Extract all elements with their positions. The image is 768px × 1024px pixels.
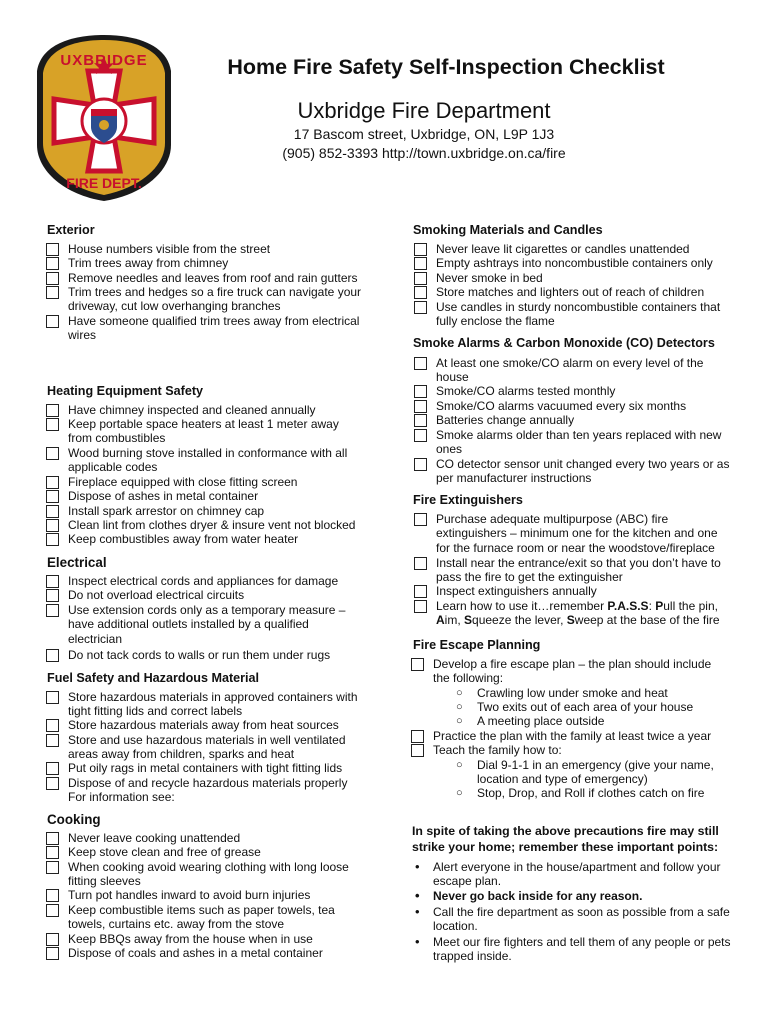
sub-list-item <box>456 686 668 700</box>
checklist-item <box>68 314 359 343</box>
item-text: fitting sleeves <box>68 874 141 889</box>
bullet-icon: • <box>415 859 420 874</box>
checklist-item <box>436 599 720 628</box>
checkbox[interactable] <box>46 933 59 946</box>
item-text: Inspect extinguishers annually <box>436 584 597 598</box>
checklist-item <box>68 932 313 946</box>
checklist-item <box>68 475 297 489</box>
item-text: for the furnace room or near the woodstove/fireplace <box>436 540 715 555</box>
checkbox[interactable] <box>46 257 59 270</box>
bullet-icon: • <box>415 888 420 903</box>
item-text: Dispose of coals and ashes in a metal container <box>68 946 323 960</box>
item-text: driveway, cut low overhanging branches <box>68 299 281 314</box>
item-text: Install near the entrance/exit so that you don’t have to <box>436 556 721 570</box>
item-text: Two exits out of each area of your house <box>477 700 694 714</box>
item-text: Batteries change annually <box>436 413 575 427</box>
bullet-point <box>415 904 730 934</box>
warning-line: strike your home; remember these important points: <box>412 840 719 854</box>
checklist-item <box>436 256 713 270</box>
checkbox[interactable] <box>414 272 427 285</box>
item-text: ones <box>436 442 463 457</box>
bullet-point <box>415 934 731 964</box>
item-text: Empty ashtrays into noncombustible containers only <box>436 256 713 270</box>
item-text: Smoke/CO alarms tested monthly <box>436 384 616 398</box>
item-text: Turn pot handles inward to avoid burn injuries <box>68 888 311 902</box>
checklist-item <box>436 285 704 299</box>
item-text: Have chimney inspected and cleaned annually <box>68 403 316 417</box>
item-text: pass the fire to get the extinguisher <box>436 570 623 585</box>
item-text: Inspect electrical cords and appliances for damage <box>68 574 339 588</box>
item-text: per manufacturer instructions <box>436 471 592 486</box>
section-title-extinguishers: Fire Extinguishers <box>413 493 523 507</box>
sub-list-item <box>456 786 705 800</box>
item-text: At least one smoke/CO alarm on every level of the <box>436 356 704 370</box>
item-text: Trim trees away from chimney <box>68 256 229 270</box>
checklist-item <box>436 300 720 329</box>
item-text: Aim, Squeeze the lever, Sweep at the base of the fire <box>436 613 720 628</box>
bullet-point <box>415 888 643 903</box>
item-text: house <box>436 370 469 385</box>
checkbox[interactable] <box>414 243 427 256</box>
checkbox[interactable] <box>414 385 427 398</box>
item-text: Keep portable space heaters at least 1 meter away <box>68 417 339 431</box>
checklist-item <box>68 831 240 845</box>
item-text: For information see: <box>68 790 175 805</box>
checklist-item <box>68 446 347 475</box>
checklist-item <box>68 532 298 546</box>
organization-contact: (905) 852-3393 http://town.uxbridge.on.ca/fire <box>282 145 566 161</box>
section-title-cooking: Cooking <box>47 812 101 827</box>
checkbox[interactable] <box>46 418 59 431</box>
organization-address: 17 Bascom street, Uxbridge, ON, L9P 1J3 <box>293 126 555 142</box>
item-text: Put oily rags in metal containers with tight fitting lids <box>68 761 343 775</box>
checkbox[interactable] <box>46 505 59 518</box>
circle-bullet-icon: ○ <box>456 701 463 713</box>
checkbox[interactable] <box>414 585 427 598</box>
checklist-item <box>433 743 562 757</box>
point-text: trapped inside. <box>433 949 512 964</box>
circle-bullet-icon: ○ <box>456 787 463 799</box>
checklist-item <box>68 888 310 902</box>
uxbridge-fire-dept-logo <box>33 33 175 203</box>
item-text: Use candles in sturdy noncombustible containers that <box>436 300 721 314</box>
point-text: Never go back inside for any reason. <box>433 889 643 903</box>
section-title-exterior: Exterior <box>47 223 95 237</box>
item-text: fully enclose the flame <box>436 314 555 329</box>
checkbox[interactable] <box>411 744 424 757</box>
item-text: Do not tack cords to walls or run them under rugs <box>68 648 331 662</box>
checklist-item <box>68 489 258 503</box>
checkbox[interactable] <box>46 575 59 588</box>
item-text: Store and use hazardous materials in well ventilated <box>68 733 346 747</box>
item-text: Learn how to use it…remember P.A.S.S: Pull the pin, <box>436 599 718 613</box>
checkbox[interactable] <box>411 730 424 743</box>
checkbox[interactable] <box>46 286 59 299</box>
checkbox[interactable] <box>414 429 427 442</box>
checklist-item <box>68 285 361 314</box>
item-text: Keep stove clean and free of grease <box>68 845 261 859</box>
point-text: Call the fire department as soon as possible from a safe <box>433 905 730 919</box>
checkbox[interactable] <box>46 719 59 732</box>
checklist-item <box>68 603 345 646</box>
checkbox[interactable] <box>46 734 59 747</box>
checkbox[interactable] <box>414 513 427 526</box>
section-title-escape: Fire Escape Planning <box>413 638 541 652</box>
checkbox[interactable] <box>414 400 427 413</box>
item-text: Never leave cooking unattended <box>68 831 241 845</box>
checklist-item <box>433 657 711 686</box>
checklist-item <box>68 776 347 805</box>
item-text: Use extension cords only as a temporary measure – <box>68 603 346 617</box>
checkbox[interactable] <box>46 447 59 460</box>
item-text: Keep BBQs away from the house when in use <box>68 932 313 946</box>
sub-list-item <box>456 700 694 714</box>
checkbox[interactable] <box>46 762 59 775</box>
checklist-item <box>436 356 703 385</box>
point-text: Meet our fire fighters and tell them of any people or pets <box>433 935 731 949</box>
item-text: electrician <box>68 631 123 646</box>
item-text: Wood burning stove installed in conformance with all <box>68 446 348 460</box>
checklist-item <box>68 648 330 662</box>
item-text: have additional outlets installed by a qualified <box>68 617 309 632</box>
checklist-item <box>436 556 721 585</box>
checklist-item <box>68 733 346 762</box>
checkbox[interactable] <box>46 533 59 546</box>
item-text: the following: <box>433 671 504 686</box>
important-warning <box>412 823 742 855</box>
checkbox[interactable] <box>46 315 59 328</box>
item-text: Remove needles and leaves from roof and rain gutters <box>68 271 358 285</box>
checkbox[interactable] <box>46 889 59 902</box>
checklist-item <box>436 384 615 398</box>
section-title-smoking: Smoking Materials and Candles <box>413 223 603 237</box>
point-text: Alert everyone in the house/apartment and follow your <box>433 860 721 874</box>
item-text: Smoke/CO alarms vacuumed every six months <box>436 399 687 413</box>
checklist-item <box>68 242 270 256</box>
item-text: Fireplace equipped with close fitting screen <box>68 475 298 489</box>
item-text: Never smoke in bed <box>436 271 543 285</box>
checklist-item <box>436 271 543 285</box>
section-title-alarms: Smoke Alarms & Carbon Monoxide (CO) Detectors <box>413 336 715 350</box>
item-text: Store hazardous materials in approved containers with <box>68 690 358 704</box>
checkbox[interactable] <box>46 404 59 417</box>
item-text: Stop, Drop, and Roll if clothes catch on fire <box>477 786 705 800</box>
bullet-icon: • <box>415 904 420 919</box>
page-title: Home Fire Safety Self-Inspection Checklist <box>227 55 665 79</box>
checkbox[interactable] <box>414 357 427 370</box>
item-text: Install spark arrestor on chimney cap <box>68 504 265 518</box>
item-text: Never leave lit cigarettes or candles unattended <box>436 242 690 256</box>
item-text: CO detector sensor unit changed every two years or as <box>436 457 730 471</box>
section-title-fuel: Fuel Safety and Hazardous Material <box>47 671 260 685</box>
item-text: Develop a fire escape plan – the plan should include <box>433 657 712 671</box>
checklist-item <box>68 718 339 732</box>
item-text: Teach the family how to: <box>433 743 562 757</box>
circle-bullet-icon: ○ <box>456 715 463 727</box>
checklist-item <box>68 518 355 532</box>
item-text: Dial 9-1-1 in an emergency (give your name, <box>477 758 714 772</box>
item-text: extinguishers – minimum one for the kitchen and one <box>436 526 718 541</box>
checkbox[interactable] <box>46 947 59 960</box>
item-text: Store hazardous materials away from heat sources <box>68 718 339 732</box>
item-text: A meeting place outside <box>477 714 605 728</box>
checkbox[interactable] <box>46 519 59 532</box>
organization-name: Uxbridge Fire Department <box>297 98 551 123</box>
item-text: Keep combustible items such as paper towels, tea <box>68 903 335 917</box>
section-title-heating: Heating Equipment Safety <box>47 384 204 398</box>
checkbox[interactable] <box>46 861 59 874</box>
checkbox[interactable] <box>46 649 59 662</box>
checklist-item <box>436 512 718 555</box>
checklist-item <box>68 690 358 719</box>
checkbox[interactable] <box>414 458 427 471</box>
item-text: Practice the plan with the family at least twice a year <box>433 729 712 743</box>
checkbox[interactable] <box>46 832 59 845</box>
checkbox[interactable] <box>46 589 59 602</box>
checklist-item <box>436 413 574 427</box>
item-text: applicable codes <box>68 460 158 475</box>
checklist-item <box>436 457 729 486</box>
checkbox[interactable] <box>46 777 59 790</box>
item-text: Store matches and lighters out of reach of children <box>436 285 705 299</box>
checklist-item <box>436 428 721 457</box>
checkbox[interactable] <box>411 658 424 671</box>
checkbox[interactable] <box>414 286 427 299</box>
checkbox[interactable] <box>46 243 59 256</box>
checkbox[interactable] <box>46 490 59 503</box>
item-text: Keep combustibles away from water heater <box>68 532 299 546</box>
checklist-item <box>68 860 349 889</box>
item-text: wires <box>68 328 97 343</box>
checkbox[interactable] <box>46 272 59 285</box>
checkbox[interactable] <box>46 691 59 704</box>
checkbox[interactable] <box>414 600 427 613</box>
item-text: Do not overload electrical circuits <box>68 588 245 602</box>
item-text: When cooking avoid wearing clothing with long loose <box>68 860 349 874</box>
checklist-item <box>436 242 689 256</box>
item-text: Dispose of ashes in metal container <box>68 489 259 503</box>
checklist-item <box>68 574 338 588</box>
checkbox[interactable] <box>414 557 427 570</box>
checklist-item <box>68 504 264 518</box>
checklist-item <box>68 946 323 960</box>
item-text: towels, curtains etc. away from the stove <box>68 917 285 932</box>
checklist-item <box>68 403 316 417</box>
point-text: location. <box>433 919 478 934</box>
item-text: Clean lint from clothes dryer & insure vent not blocked <box>68 518 356 532</box>
item-text: Crawling low under smoke and heat <box>477 686 668 700</box>
checklist-item <box>68 417 339 446</box>
checkbox[interactable] <box>414 414 427 427</box>
checkbox[interactable] <box>46 476 59 489</box>
checklist-item <box>68 256 228 270</box>
item-text: Trim trees and hedges so a fire truck can navigate your <box>68 285 362 299</box>
item-text: location and type of emergency) <box>477 772 648 787</box>
checkbox[interactable] <box>414 301 427 314</box>
checklist-item <box>436 584 597 598</box>
checklist-item <box>68 903 335 932</box>
checkbox[interactable] <box>46 846 59 859</box>
item-text: Dispose of and recycle hazardous materials properly <box>68 776 348 790</box>
item-text: from combustibles <box>68 431 166 446</box>
item-text: Have someone qualified trim trees away from electrical <box>68 314 360 328</box>
sub-list-item <box>456 714 605 728</box>
section-title-electrical: Electrical <box>47 555 107 570</box>
item-text: tight fitting lids and correct labels <box>68 704 243 719</box>
checklist-item <box>68 588 244 602</box>
checklist-item <box>68 271 358 285</box>
item-text: House numbers visible from the street <box>68 242 271 256</box>
logo-bottom-text: FIRE DEPT. <box>66 175 142 191</box>
bullet-point <box>415 859 721 889</box>
point-text: escape plan. <box>433 874 502 889</box>
checklist-item <box>436 399 686 413</box>
bullet-icon: • <box>415 934 420 949</box>
checkbox[interactable] <box>46 904 59 917</box>
warning-line: In spite of taking the above precautions fire may still <box>412 824 719 838</box>
circle-bullet-icon: ○ <box>456 687 463 699</box>
checkbox[interactable] <box>414 257 427 270</box>
item-text: Smoke alarms older than ten years replaced with new <box>436 428 722 442</box>
checklist-item <box>433 729 711 743</box>
item-text: Purchase adequate multipurpose (ABC) fire <box>436 512 669 526</box>
logo-top-text: UXBRIDGE <box>60 52 148 69</box>
checklist-item <box>68 761 342 775</box>
checkbox[interactable] <box>46 604 59 617</box>
sub-list-item <box>456 758 714 787</box>
checklist-item <box>68 845 261 859</box>
item-text: areas away from children, sparks and heat <box>68 747 295 762</box>
circle-bullet-icon: ○ <box>456 759 463 771</box>
